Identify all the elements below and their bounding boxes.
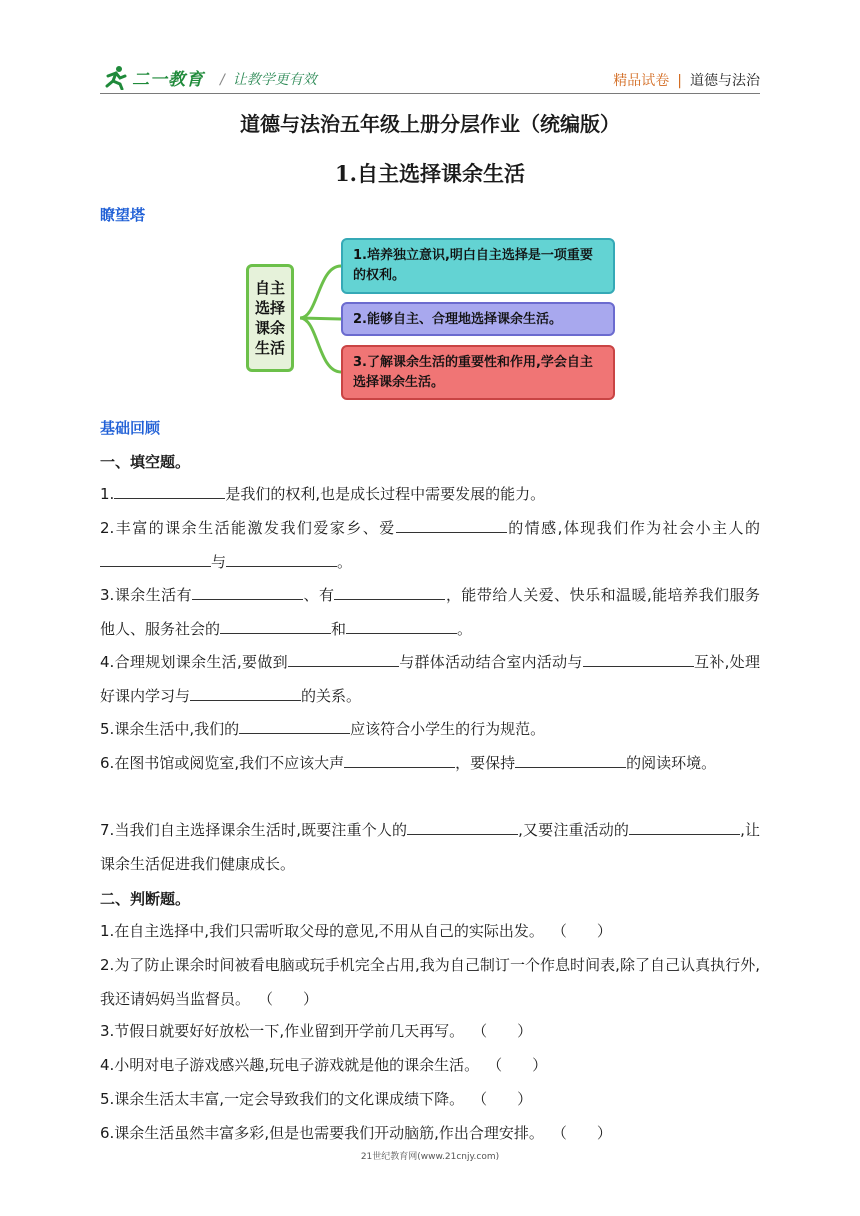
question-text: 4.小明对电子游戏感兴趣,玩电子游戏就是他的课余生活。 bbox=[100, 1056, 480, 1074]
fill-in-question bbox=[100, 746, 760, 780]
answer-blank[interactable] bbox=[100, 548, 211, 567]
fill-in-question bbox=[100, 645, 760, 713]
page-header bbox=[100, 62, 760, 94]
question-text: 2.为了防止课余时间被看电脑或玩手机完全占用,我为自己制订一个作息时间表,除了自己认真执行外,我还请妈妈当监督员。 bbox=[100, 956, 760, 1008]
question-text: 的阅读环境。 bbox=[626, 754, 717, 772]
answer-parentheses[interactable]: （ ） bbox=[472, 1090, 533, 1108]
answer-blank[interactable] bbox=[583, 648, 694, 667]
runner-logo-icon bbox=[102, 64, 128, 90]
question-text: 5.课余生活太丰富,一定会导致我们的文化课成绩下降。 bbox=[100, 1090, 465, 1108]
question-text: 课余生活中,我们的 bbox=[114, 720, 240, 738]
true-false-question bbox=[100, 1048, 760, 1082]
lookout-heading: 瞭望塔 bbox=[100, 206, 146, 224]
footer-source: 21世纪教育网(www.21cnjy.com) bbox=[360, 1152, 500, 1162]
question-number: 7. bbox=[100, 821, 115, 839]
question-text: ，能带给人关爱、快乐和温暖,能培养我们服务他人、服务社会的 bbox=[100, 586, 760, 638]
question-number: 1. bbox=[100, 485, 115, 503]
question-text: 合理规划课余生活,要做到 bbox=[114, 653, 288, 671]
lesson-title: 1.自主选择课余生活 bbox=[335, 161, 525, 186]
question-text: ,让课余生活促进我们健康成长。 bbox=[100, 821, 760, 873]
question-text: 。 bbox=[457, 620, 473, 638]
answer-blank[interactable] bbox=[190, 682, 301, 701]
answer-blank[interactable] bbox=[288, 648, 399, 667]
mindmap-center-node: 自主选择课余生活 bbox=[246, 264, 294, 372]
fill-in-question bbox=[100, 477, 760, 511]
question-text: 互补,处理好课内学习与 bbox=[100, 653, 760, 705]
true-false-question bbox=[100, 1014, 760, 1048]
answer-blank[interactable] bbox=[515, 749, 626, 768]
question-text: 。 bbox=[337, 553, 353, 571]
answer-blank[interactable] bbox=[629, 816, 740, 835]
question-number: 4. bbox=[100, 653, 115, 671]
question-text: 课余生活有 bbox=[114, 586, 193, 604]
question-text: 3.节假日就要好好放松一下,作业留到开学前几天再写。 bbox=[100, 1022, 465, 1040]
question-text: 与群体活动结合室内活动与 bbox=[398, 653, 583, 671]
answer-parentheses[interactable]: （ ） bbox=[472, 1022, 533, 1040]
question-text: 丰富的课余生活能激发我们爱家乡、爱 bbox=[114, 519, 396, 537]
objectives-mindmap bbox=[240, 236, 620, 400]
objective-2: 2.能够自主、合理地选择课余生活。 bbox=[341, 302, 615, 336]
question-text: 与 bbox=[211, 553, 227, 571]
true-false-heading: 二、判断题。 bbox=[100, 890, 191, 908]
logo bbox=[102, 62, 204, 92]
answer-parentheses[interactable]: （ ） bbox=[258, 990, 319, 1008]
question-number: 2. bbox=[100, 519, 115, 537]
answer-blank[interactable] bbox=[239, 715, 350, 734]
basics-heading: 基础回顾 bbox=[100, 419, 161, 437]
subject-label: 道德与法治 bbox=[690, 73, 760, 89]
true-false-question bbox=[100, 948, 760, 1016]
document-title: 道德与法治五年级上册分层作业（统编版） bbox=[240, 112, 620, 136]
header-right: 精品试卷 | 道德与法治 bbox=[613, 73, 760, 89]
answer-parentheses[interactable]: （ ） bbox=[551, 1124, 612, 1142]
premium-badge: 精品试卷 bbox=[613, 73, 670, 89]
question-number: 5. bbox=[100, 720, 115, 738]
fill-in-heading: 一、填空题。 bbox=[100, 453, 191, 471]
question-text: 6.课余生活虽然丰富多彩,但是也需要我们开动脑筋,作出合理安排。 bbox=[100, 1124, 544, 1142]
slogan: / 让教学更有效 bbox=[220, 72, 317, 88]
answer-blank[interactable] bbox=[334, 581, 445, 600]
fill-in-question bbox=[100, 813, 760, 881]
question-text: 是我们的权利,也是成长过程中需要发展的能力。 bbox=[225, 485, 546, 503]
question-number: 3. bbox=[100, 586, 115, 604]
fill-in-question bbox=[100, 511, 760, 579]
answer-parentheses[interactable]: （ ） bbox=[551, 922, 612, 940]
true-false-question bbox=[100, 1116, 760, 1150]
answer-blank[interactable] bbox=[192, 581, 303, 600]
answer-blank[interactable] bbox=[396, 514, 507, 533]
question-text: 的关系。 bbox=[301, 687, 362, 705]
question-text: 在图书馆或阅览室,我们不应该大声 bbox=[114, 754, 345, 772]
question-text: ，要保持 bbox=[455, 754, 516, 772]
logo-text: 二一教育 bbox=[132, 69, 204, 90]
objective-3: 3.了解课余生活的重要性和作用,学会自主选择课余生活。 bbox=[341, 345, 615, 400]
true-false-question bbox=[100, 914, 760, 948]
fill-in-question bbox=[100, 712, 760, 746]
question-text: 当我们自主选择课余生活时,既要注重个人的 bbox=[114, 821, 408, 839]
objective-1: 1.培养独立意识,明白自主选择是一项重要的权利。 bbox=[341, 238, 615, 294]
question-text: ,又要注重活动的 bbox=[518, 821, 630, 839]
answer-parentheses[interactable]: （ ） bbox=[487, 1056, 548, 1074]
answer-blank[interactable] bbox=[114, 480, 225, 499]
answer-blank[interactable] bbox=[226, 548, 337, 567]
answer-blank[interactable] bbox=[346, 615, 457, 634]
fill-in-question bbox=[100, 578, 760, 646]
question-text: 的情感,体现我们作为社会小主人的 bbox=[506, 519, 760, 537]
answer-blank[interactable] bbox=[407, 816, 518, 835]
true-false-question bbox=[100, 1082, 760, 1116]
header-divider bbox=[100, 93, 760, 94]
answer-blank[interactable] bbox=[344, 749, 455, 768]
question-number: 6. bbox=[100, 754, 115, 772]
question-text: 1.在自主选择中,我们只需听取父母的意见,不用从自己的实际出发。 bbox=[100, 922, 544, 940]
answer-blank[interactable] bbox=[220, 615, 331, 634]
question-text: 和 bbox=[331, 620, 347, 638]
question-text: 应该符合小学生的行为规范。 bbox=[350, 720, 546, 738]
question-text: 、有 bbox=[303, 586, 335, 604]
